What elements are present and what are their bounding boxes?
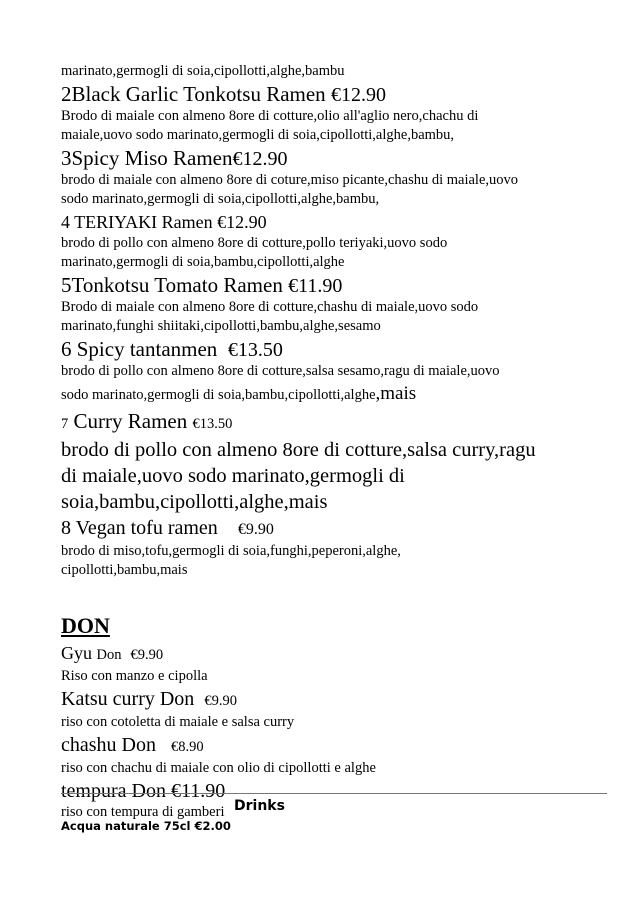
- menu-page: [61, 62, 616, 822]
- menu-item-title: [61, 273, 616, 298]
- item-desc-line: soia,bambu,cipollotti,alghe,mais: [61, 491, 328, 513]
- item-price: €12.90: [232, 148, 288, 170]
- menu-item-title: [61, 408, 616, 437]
- item-desc-line: riso con cotoletta di maiale e salsa curry: [61, 714, 295, 730]
- item-name: 2Black Garlic Tonkotsu Ramen: [61, 82, 326, 106]
- item-desc-line: Riso con manzo e cipolla: [61, 668, 208, 684]
- item-name: 3Spicy Miso Ramen: [61, 146, 233, 170]
- item-name: tempura Don: [61, 780, 166, 802]
- item-number: 7: [61, 416, 69, 432]
- section-title-don: DON: [61, 613, 110, 638]
- item-price: €13.50: [192, 416, 233, 432]
- item-name: chashu Don: [61, 734, 156, 756]
- item-desc-line: marinato,germogli di soia,bambu,cipollotti,alghe: [61, 254, 345, 270]
- menu-item-title: [61, 337, 616, 362]
- item-desc-line: [61, 381, 616, 408]
- item-desc-line: brodo di pollo con almeno 8ore di cotture,salsa sesamo,ragu di maiale,uovo: [61, 363, 500, 379]
- item-price: €11.90: [288, 275, 343, 297]
- item-price: €9.90: [130, 647, 164, 663]
- item-price: €9.90: [204, 693, 237, 709]
- item-desc-line: maiale,uovo sodo marinato,germogli di soia,cipollotti,alghe,bambu,: [61, 127, 455, 143]
- spacer: [61, 580, 616, 612]
- item-name: 8 Vegan tofu ramen: [61, 517, 218, 539]
- menu-item-title: [61, 210, 616, 234]
- item-desc-line: riso con chachu di maiale con olio di cipollotti e alghe: [61, 760, 376, 776]
- item-name: Katsu curry Don: [61, 688, 195, 710]
- menu-item-title: [61, 687, 616, 713]
- item-price: €9.90: [237, 521, 274, 538]
- item-desc-line: brodo di pollo con almeno 8ore di cotture,salsa curry,ragu: [61, 439, 536, 461]
- item-price: €13.50: [227, 339, 283, 361]
- item-name: Acqua naturale 75cl: [61, 819, 191, 833]
- item-desc-line: brodo di maiale con almeno 8ore di coture,miso picante,chashu di maiale,uovo: [61, 172, 519, 188]
- item-desc-text: ,mais: [375, 383, 417, 404]
- item-name-suffix: Don: [96, 647, 122, 663]
- item-desc-line: cipollotti,bambu,mais: [61, 562, 188, 578]
- item-desc-line: Brodo di maiale con almeno 8ore di cotture,olio all'aglio nero,chachu di: [61, 108, 479, 124]
- item-desc-line: sodo marinato,germogli di soia,cipollotti,alghe,bambu,: [61, 191, 380, 207]
- item-name: 4 TERIYAKI Ramen: [61, 212, 213, 232]
- item-name: 6 Spicy tantanmen: [61, 337, 218, 361]
- item-desc-line: riso con tempura di gamberi: [61, 804, 225, 820]
- item-price: €2.00: [194, 819, 231, 833]
- item-price: €11.90: [170, 780, 226, 802]
- section-divider: [61, 793, 607, 794]
- item-name: Curry Ramen: [73, 409, 188, 433]
- item-desc-line: marinato,funghi shiitaki,cipollotti,bambu,alghe,sesamo: [61, 318, 381, 334]
- section-title-drinks: Drinks: [234, 798, 285, 814]
- item-name: Gyu: [61, 643, 92, 663]
- menu-item-title: [61, 733, 616, 759]
- item-name: 5Tonkotsu Tomato Ramen: [61, 273, 283, 297]
- item-price: €12.90: [330, 84, 386, 106]
- item-price: €12.90: [217, 212, 267, 232]
- menu-item-title: [61, 641, 616, 667]
- drinks-item: [61, 818, 231, 834]
- menu-item-title: [61, 516, 616, 542]
- item-desc-text: sodo marinato,germogli di soia,bambu,cipollotti,alghe: [61, 387, 376, 403]
- menu-item-title: [61, 146, 616, 171]
- item-desc-line: marinato,germogli di soia,cipollotti,alghe,bambu: [61, 63, 345, 79]
- item-desc-line: brodo di miso,tofu,germogli di soia,funghi,peperoni,alghe,: [61, 543, 401, 559]
- item-desc-line: brodo di pollo con almeno 8ore di cotture,pollo teriyaki,uovo sodo: [61, 235, 448, 251]
- menu-item-title: [61, 779, 616, 803]
- item-desc-line: di maiale,uovo sodo marinato,germogli di: [61, 465, 405, 487]
- menu-item-title: [61, 82, 616, 107]
- item-desc-line: Brodo di maiale con almeno 8ore di cotture,chashu di maiale,uovo sodo: [61, 299, 479, 315]
- item-price: €8.90: [170, 739, 204, 755]
